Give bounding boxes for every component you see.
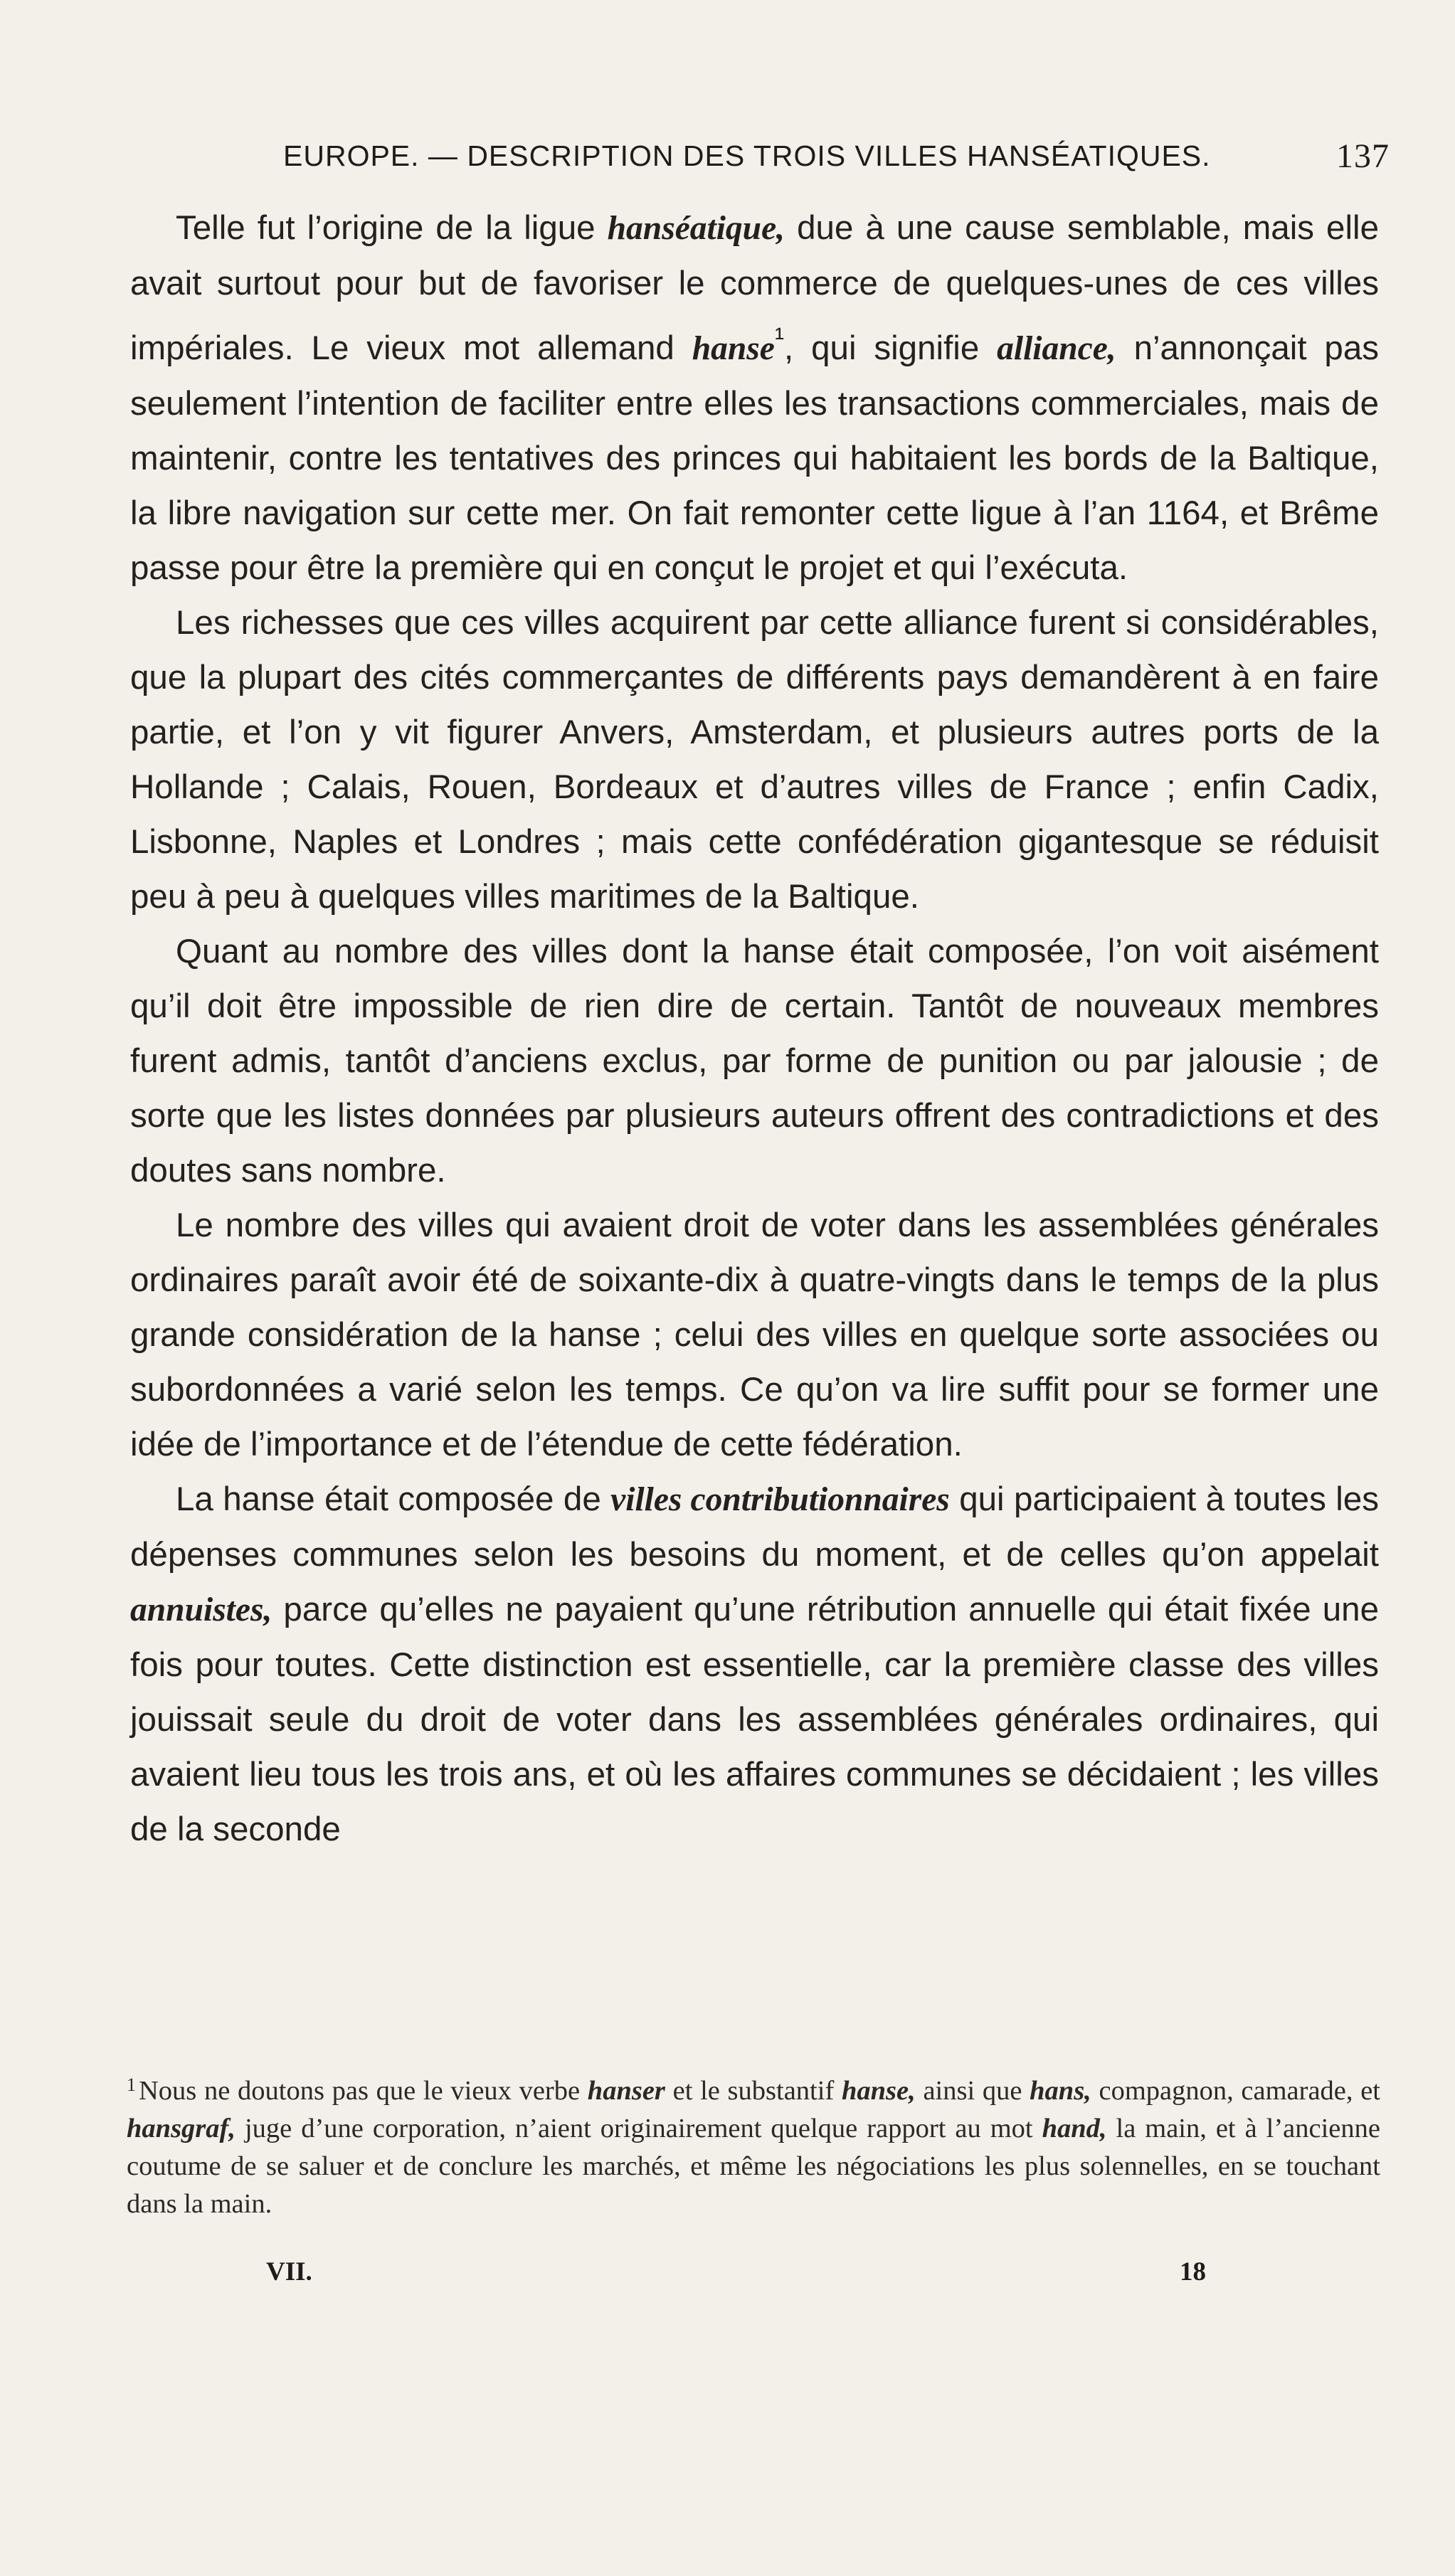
text-run: la main, et à l’ancienne coutume de se saluer et de conclure les marchés, et même les négociations les plus solennelles, en se touchant dans la main. bbox=[127, 2114, 1380, 2219]
footnote-marker: 1 bbox=[127, 2074, 136, 2095]
text-run: Nous ne doutons pas que le vieux verbe bbox=[139, 2076, 588, 2106]
paragraph bbox=[130, 1198, 1379, 1472]
text-run: Le nombre des villes qui avaient droit de voter dans les assemblées générales ordinaires paraît avoir été de soixante-dix à quatre-vingts dans le temps de la plus grande considération de la hanse ; celui des villes en quelque sorte associées ou subordonnées a varié selon les temps. Ce qu’on va lire suffit pour se former une idée de l’importance et de l’étendue de cette fédération. bbox=[130, 1206, 1379, 1463]
signature-volume: VII. bbox=[266, 2257, 312, 2286]
page-number: 137 bbox=[1336, 137, 1390, 175]
italic-term: hanse bbox=[692, 329, 775, 367]
italic-term: alliance, bbox=[997, 329, 1116, 367]
body-text bbox=[130, 201, 1379, 1857]
italic-term: villes contributionnaires bbox=[610, 1480, 950, 1518]
text-run: et le substantif bbox=[665, 2076, 842, 2106]
text-run: qui participaient à toutes les dépenses communes selon les besoins du moment, et de celles qu’on appelait bbox=[130, 1480, 1379, 1574]
paragraph bbox=[130, 1472, 1379, 1857]
text-run: ainsi que bbox=[915, 2076, 1030, 2106]
running-head bbox=[283, 139, 1390, 182]
text-run: La hanse était composée de bbox=[176, 1480, 611, 1518]
text-run: parce qu’elles ne payaient qu’une rétribution annuelle qui était fixée une fois pour toutes. Cette distinction est essentielle, car la première classe des villes jouissait seule du droit de voter dans les assemblées générales ordinaires, qui avaient lieu tous les trois ans, et où les affaires communes se décidaient ; les villes de la seconde bbox=[130, 1590, 1379, 1848]
italic-term: hand, bbox=[1042, 2114, 1107, 2143]
paragraph bbox=[130, 201, 1379, 595]
text-run: Les richesses que ces villes acquirent par cette alliance furent si considérables, que la plupart des cités commerçantes de différents pays demandèrent à en faire partie, et l’on y vit figurer Anvers, Amsterdam, et plusieurs autres ports de la Hollande ; Calais, Rouen, Bordeaux et d’autres villes de France ; enfin Cadix, Lisbonne, Naples et Londres ; mais cette confédération gigantesque se réduisit peu à peu à quelques villes maritimes de la Baltique. bbox=[130, 603, 1379, 916]
text-run: juge d’une corporation, n’aient originairement quelque rapport au mot bbox=[236, 2114, 1042, 2143]
text-run: n’annonçait pas seulement l’intention de faciliter entre elles les transactions commerciales, mais de maintenir, contre les tentatives des princes qui habitaient les bords de la Baltique, la libre navigation sur cette mer. On fait remonter cette ligue à l’an 1164, et Brême passe pour être la première qui en conçut le projet et qui l’exécuta. bbox=[130, 329, 1379, 587]
text-run: Telle fut l’origine de la ligue bbox=[176, 209, 608, 247]
paragraph bbox=[130, 924, 1379, 1198]
footnote bbox=[127, 2066, 1380, 2223]
italic-term: annuistes, bbox=[130, 1591, 273, 1628]
footnotes bbox=[127, 2066, 1380, 2223]
text-run: , qui signifie bbox=[784, 329, 998, 367]
text-run: due à une cause semblable, mais elle avait surtout pour but de favoriser le commerce de quelques-unes de ces villes impériales. Le vieux mot allemand bbox=[130, 209, 1379, 367]
running-head-title: EUROPE. — DESCRIPTION DES TROIS VILLES HANSÉATIQUES. bbox=[283, 139, 1211, 172]
italic-term: hanséatique, bbox=[607, 210, 785, 247]
italic-term: hansgraf, bbox=[127, 2114, 236, 2143]
italic-term: hanser bbox=[587, 2076, 665, 2106]
footnote-marker: ¹ bbox=[774, 322, 785, 354]
signature-sheet: 18 bbox=[1180, 2257, 1206, 2286]
italic-term: hanse, bbox=[841, 2076, 916, 2106]
paragraph bbox=[130, 595, 1379, 924]
italic-term: hans, bbox=[1030, 2076, 1091, 2106]
text-run: compagnon, camarade, et bbox=[1091, 2076, 1380, 2106]
text-run: Quant au nombre des villes dont la hanse était composée, l’on voit aisément qu’il doit être impossible de rien dire de certain. Tantôt de nouveaux membres furent admis, tantôt d’anciens exclus, par forme de punition ou par jalousie ; de sorte que les listes données par plusieurs auteurs offrent des contradictions et des doutes sans nombre. bbox=[130, 932, 1379, 1189]
